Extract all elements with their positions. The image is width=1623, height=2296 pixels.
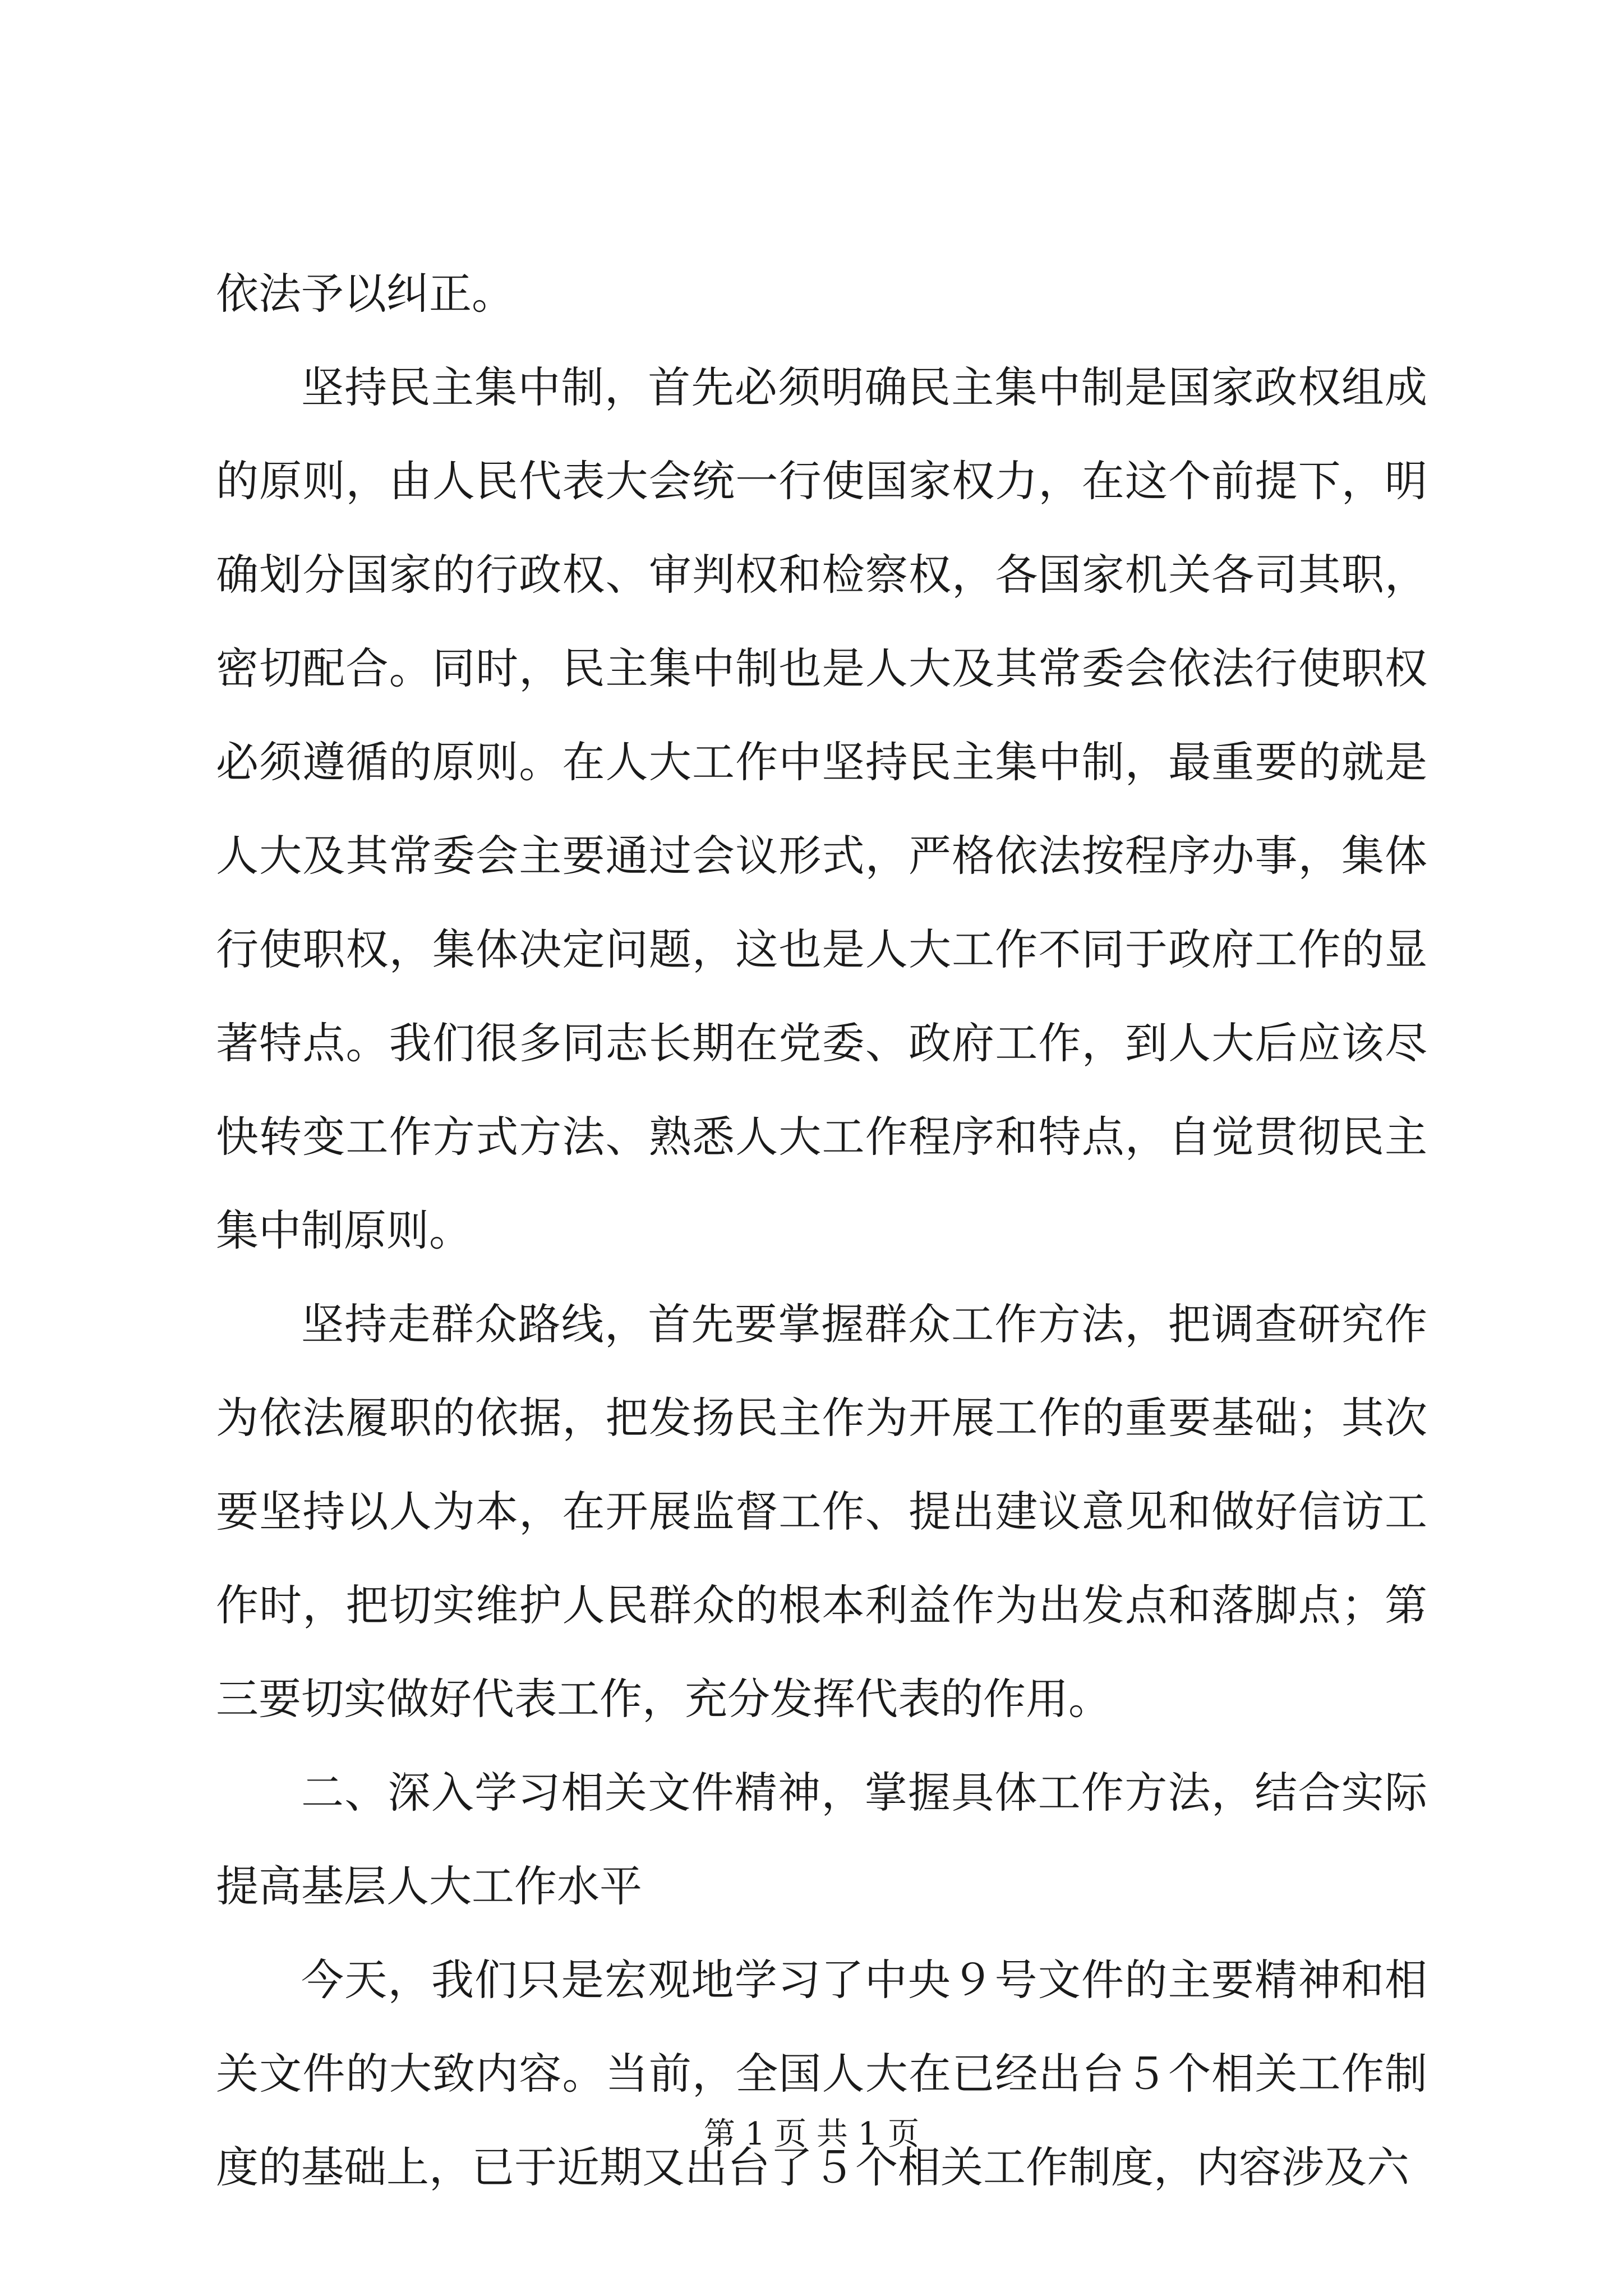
document-body: [216, 247, 1427, 2214]
section-heading: 二、深入学习相关文件精神，掌握具体工作方法，结合实际提高基层人大工作水平: [216, 1768, 1427, 1911]
paragraph-2: 坚持民主集中制，首先必须明确民主集中制是国家政权组成的原则，由人民代表大会统一行使国家权力，在这个前提下，明确划分国家的行政权、审判权和检察权，各国家机关各司其职，密切配合。同时，民主集中制也是人大及其常委会依法行使职权必须遵循的原则。在人大工作中坚持民主集中制，最重要的就是人大及其常委会主要通过会议形式，严格依法按程序办事，集体行使职权，集体决定问题，这也是人大工作不同于政府工作的显著特点。我们很多同志长期在党委、政府工作，到人大后应该尽快转变工作方式方法、熟悉人大工作程序和特点，自觉贯彻民主集中制原则。: [216, 362, 1427, 1255]
paragraph-3: 坚持走群众路线，首先要掌握群众工作方法，把调查研究作为依法履职的依据，把发扬民主作为开展工作的重要基础；其次要坚持以人为本，在开展监督工作、提出建议意见和做好信访工作时，把切实维护人民群众的根本利益作为出发点和落脚点；第三要切实做好代表工作，充分发挥代表的作用。: [216, 1299, 1427, 1724]
paragraph-1: 依法予以纠正。: [216, 269, 514, 319]
page-number-footer: 第 1 页 共 1 页: [703, 2116, 920, 2152]
paragraph-5: 今天，我们只是宏观地学习了中央９号文件的主要精神和相关文件的大致内容。当前，全国人大在已经出台５个相关工作制度的基础上，已于近期又出台了５个相关工作制度，内容涉及六: [216, 1955, 1427, 2192]
